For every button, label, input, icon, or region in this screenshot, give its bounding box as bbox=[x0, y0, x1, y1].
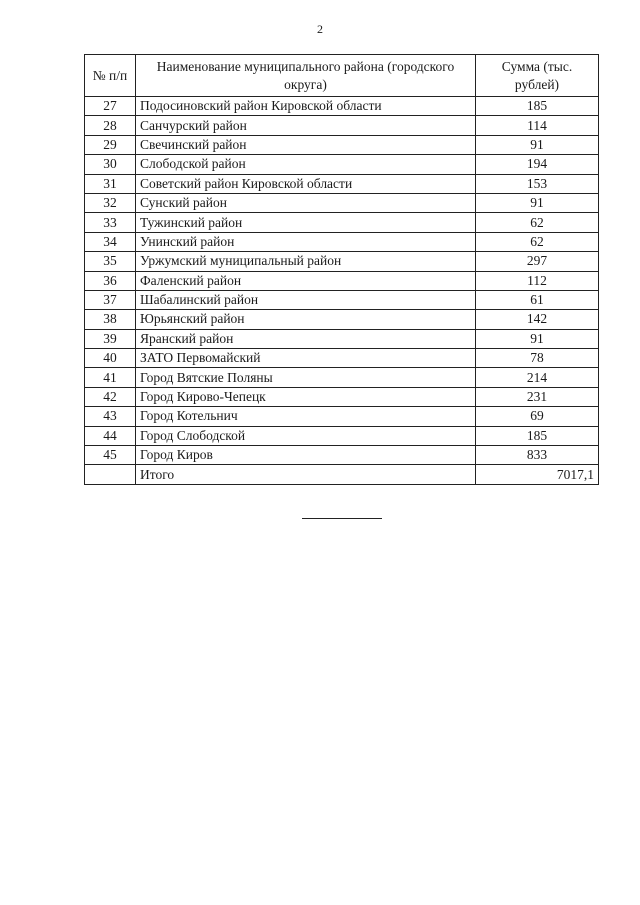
row-sum: 69 bbox=[476, 407, 599, 426]
total-label: Итого bbox=[136, 465, 476, 484]
row-sum: 91 bbox=[476, 135, 599, 154]
row-district-name: Город Кирово-Чепецк bbox=[136, 387, 476, 406]
closing-line bbox=[302, 518, 382, 519]
row-sum: 91 bbox=[476, 329, 599, 348]
table-row bbox=[85, 387, 599, 406]
districts-table bbox=[84, 54, 599, 485]
table-row bbox=[85, 349, 599, 368]
row-number: 37 bbox=[85, 290, 136, 309]
row-district-name: Унинский район bbox=[136, 232, 476, 251]
row-number: 42 bbox=[85, 387, 136, 406]
row-sum: 214 bbox=[476, 368, 599, 387]
page-number: 2 bbox=[317, 22, 323, 36]
row-number: 27 bbox=[85, 97, 136, 116]
row-district-name: Юрьянский район bbox=[136, 310, 476, 329]
table-row bbox=[85, 252, 599, 271]
row-district-name: Город Котельнич bbox=[136, 407, 476, 426]
row-sum: 833 bbox=[476, 446, 599, 465]
row-district-name: Фаленский район bbox=[136, 271, 476, 290]
row-sum: 61 bbox=[476, 290, 599, 309]
row-number: 40 bbox=[85, 349, 136, 368]
row-district-name: Свечинский район bbox=[136, 135, 476, 154]
table-header-row bbox=[85, 55, 599, 97]
row-number: 45 bbox=[85, 446, 136, 465]
table-row bbox=[85, 407, 599, 426]
header-number: № п/п bbox=[85, 55, 136, 97]
row-number: 38 bbox=[85, 310, 136, 329]
row-number: 28 bbox=[85, 116, 136, 135]
total-sum: 7017,1 bbox=[476, 465, 599, 484]
row-sum: 185 bbox=[476, 97, 599, 116]
row-district-name: Яранский район bbox=[136, 329, 476, 348]
table-row bbox=[85, 368, 599, 387]
row-number: 43 bbox=[85, 407, 136, 426]
row-district-name: Уржумский муниципальный район bbox=[136, 252, 476, 271]
table-row bbox=[85, 446, 599, 465]
row-number: 30 bbox=[85, 155, 136, 174]
row-number: 34 bbox=[85, 232, 136, 251]
table-row bbox=[85, 155, 599, 174]
row-district-name: Тужинский район bbox=[136, 213, 476, 232]
row-number: 39 bbox=[85, 329, 136, 348]
row-number: 31 bbox=[85, 174, 136, 193]
row-district-name: Слободской район bbox=[136, 155, 476, 174]
row-sum: 78 bbox=[476, 349, 599, 368]
row-number: 41 bbox=[85, 368, 136, 387]
row-sum: 185 bbox=[476, 426, 599, 445]
row-district-name: Санчурский район bbox=[136, 116, 476, 135]
row-district-name: Советский район Кировской области bbox=[136, 174, 476, 193]
total-row bbox=[85, 465, 599, 484]
row-number: 33 bbox=[85, 213, 136, 232]
table-row bbox=[85, 213, 599, 232]
row-number: 44 bbox=[85, 426, 136, 445]
row-district-name: Город Слободской bbox=[136, 426, 476, 445]
row-number: 32 bbox=[85, 193, 136, 212]
header-name: Наименование муниципального района (городского округа) bbox=[136, 55, 476, 97]
header-sum: Сумма (тыс. рублей) bbox=[476, 55, 599, 97]
row-sum: 114 bbox=[476, 116, 599, 135]
row-district-name: ЗАТО Первомайский bbox=[136, 349, 476, 368]
row-district-name: Сунский район bbox=[136, 193, 476, 212]
table-row bbox=[85, 116, 599, 135]
row-district-name: Город Киров bbox=[136, 446, 476, 465]
total-number-cell bbox=[85, 465, 136, 484]
row-district-name: Город Вятские Поляны bbox=[136, 368, 476, 387]
row-number: 29 bbox=[85, 135, 136, 154]
table-row bbox=[85, 97, 599, 116]
row-number: 35 bbox=[85, 252, 136, 271]
table-row bbox=[85, 135, 599, 154]
row-sum: 91 bbox=[476, 193, 599, 212]
row-sum: 62 bbox=[476, 213, 599, 232]
row-sum: 297 bbox=[476, 252, 599, 271]
table-row bbox=[85, 329, 599, 348]
row-sum: 142 bbox=[476, 310, 599, 329]
row-sum: 153 bbox=[476, 174, 599, 193]
table-row bbox=[85, 232, 599, 251]
table-row bbox=[85, 426, 599, 445]
row-sum: 112 bbox=[476, 271, 599, 290]
table-row bbox=[85, 310, 599, 329]
table-row bbox=[85, 271, 599, 290]
row-sum: 231 bbox=[476, 387, 599, 406]
row-sum: 194 bbox=[476, 155, 599, 174]
row-number: 36 bbox=[85, 271, 136, 290]
table-row bbox=[85, 174, 599, 193]
row-district-name: Подосиновский район Кировской области bbox=[136, 97, 476, 116]
table-row bbox=[85, 290, 599, 309]
row-sum: 62 bbox=[476, 232, 599, 251]
table-body bbox=[85, 97, 599, 465]
row-district-name: Шабалинский район bbox=[136, 290, 476, 309]
table-row bbox=[85, 193, 599, 212]
